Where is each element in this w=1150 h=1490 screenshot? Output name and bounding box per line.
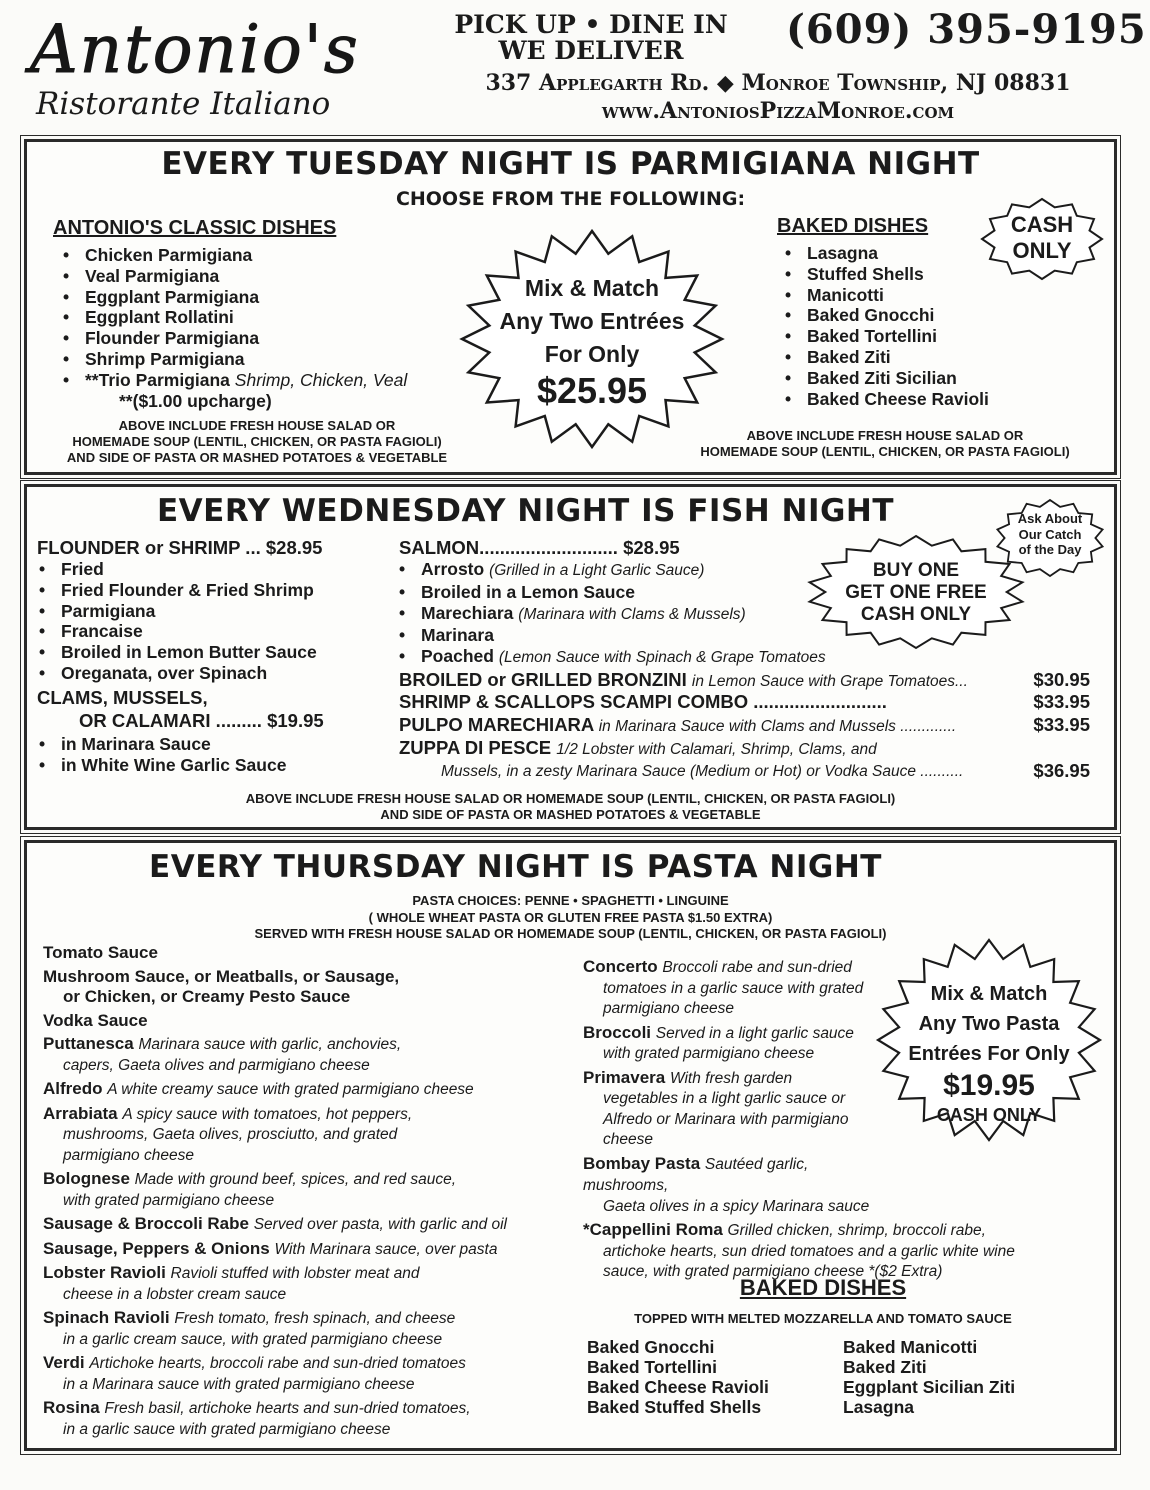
note-line: ABOVE INCLUDE FRESH HOUSE SALAD OR [746,428,1024,443]
pasta-name: Puttanesca [43,1034,134,1053]
pasta-name: Concerto [583,957,658,976]
clams-heading-2: OR CALAMARI ......... $19.95 [79,710,324,731]
burst-line: For Only [544,341,640,367]
pasta-name: Alfredo [43,1079,103,1098]
pasta-name: Vodka Sauce [43,1010,148,1030]
salmon-item-name: Broiled in a Lemon Sauce [421,581,635,602]
burst-line: Mix & Match [930,983,1048,1005]
thursday-title: EVERY THURSDAY NIGHT IS PASTA NIGHT [149,849,882,885]
wednesday-panel [24,484,1117,830]
pasta-baked-sub: TOPPED WITH MELTED MOZZARELLA AND TOMATO SAUCE [634,1311,1012,1326]
list-item [43,967,553,1008]
list-item [43,1353,553,1395]
bogo-line: BUY ONE [872,560,960,581]
list-item: Eggplant Sicilian Ziti [843,1377,1016,1397]
classic-note [37,418,477,466]
pasta-desc: Grilled chicken, shrimp, broccoli rabe, [727,1222,986,1239]
bronzini-row [399,669,968,692]
list-item [43,1239,553,1261]
list-item: • Lasagna [785,243,989,264]
pasta-more: mushrooms, Gaeta olives, prosciutto, and grated parmigiano cheese [63,1126,398,1164]
clams-list [39,734,286,776]
pasta-more: with grated parmigiano cheese [63,1191,275,1209]
list-item: • Fried [39,559,317,580]
list-item: • Shrimp Parmigiana [63,349,407,370]
list-item [399,625,826,646]
services-line-2: WE DELIVER [498,36,684,65]
logo-name: Antonio's [30,11,360,88]
clams-heading-1: CLAMS, MUSSELS, [37,687,208,708]
list-item [43,943,553,964]
list-item: • in White Wine Garlic Sauce [39,755,286,776]
zuppa-desc-1: 1/2 Lobster with Calamari, Shrimp, Clams, and [556,741,877,758]
classic-heading: ANTONIO'S CLASSIC DISHES [53,217,337,239]
burst-line: Mix & Match [524,275,660,301]
burst-cash: CASH ONLY [936,1105,1042,1125]
list-item: • Baked Ziti Sicilian [785,368,989,389]
catch-line: Ask About [1017,511,1083,526]
mix-match-text [459,272,725,411]
salmon-item-desc: (Lemon Sauce with Spinach & Grape Tomatoes [498,649,826,667]
address-block [458,69,1098,125]
scampi-name: SHRIMP & SCALLOPS SCAMPI COMBO .......................... [399,691,887,712]
tuesday-subtitle: CHOOSE FROM THE FOLLOWING: [395,188,746,210]
note-line: HOMEMADE SOUP (LENTIL, CHICKEN, OR PASTA FAGIOLI) [72,434,442,449]
trio-name: **Trio Parmigiana [85,369,230,390]
pasta-extra: ( WHOLE WHEAT PASTA OR GLUTEN FREE PASTA $1.50 EXTRA) [368,909,773,925]
tuesday-title: EVERY TUESDAY NIGHT IS PARMIGIANA NIGHT [161,146,980,182]
burst-line: Any Two Entrées [499,308,685,334]
pasta-desc: With fresh garden [669,1069,793,1087]
list-item: • Baked Gnocchi [785,305,989,326]
burst-line: Entrées For Only [908,1043,1070,1065]
list-item [43,1308,553,1350]
website: www.AntoniosPizzaMonroe.com [601,98,955,124]
pasta-name: Lobster Ravioli [43,1263,166,1282]
catch-line: Our Catch [1018,526,1082,542]
pasta-name: Mushroom Sauce, or Meatballs, or Sausage, [43,966,400,986]
pasta-baked-left [587,1337,769,1417]
pasta-more: cheese in a lobster cream sauce [63,1285,287,1303]
pulpo-row [399,714,956,737]
list-item [583,1023,883,1065]
pasta-desc: Served in a light garlic sauce [655,1024,854,1042]
note-line: AND SIDE OF PASTA OR MASHED POTATOES & VEGETABLE [66,450,448,465]
pasta-desc: Made with ground beef, spices, and red sauce, [134,1171,457,1188]
pasta-desc: With Marinara sauce, over pasta [274,1240,498,1258]
pasta-name: Bombay Pasta [583,1153,701,1173]
note-line: AND SIDE OF PASTA OR MASHED POTATOES & VEGETABLE [380,807,761,822]
bogo-line: CASH ONLY [860,604,972,625]
thursday-info [27,893,1114,943]
pasta-desc: Broccoli rabe and sun-dried [662,959,852,976]
list-item: • in Marinara Sauce [39,734,286,755]
tuesday-panel [24,139,1117,475]
list-item: Baked Ziti [843,1357,927,1377]
list-item: Baked Tortellini [587,1357,717,1377]
cash-line: CASH [1010,212,1074,237]
list-item: • Manicotti [785,285,989,306]
list-item: • Fried Flounder & Fried Shrimp [39,580,317,601]
list-item: Lasagna [843,1397,914,1417]
list-item: Baked Cheese Ravioli [587,1377,769,1397]
zuppa-price: $36.95 [1033,760,1090,781]
pasta-desc: Fresh basil, artichoke hearts and sun-dried tomatoes, [104,1400,471,1417]
pasta-more: in a Marinara sauce with grated parmigiano cheese [63,1375,415,1393]
note-line: ABOVE INCLUDE FRESH HOUSE SALAD OR HOMEMADE SOUP (LENTIL, CHICKEN, OR PASTA FAGIOLI) [245,791,896,806]
list-item [583,1154,883,1218]
list-item: Baked Manicotti [843,1337,978,1357]
pasta-name: Verdi [43,1353,85,1372]
bronzini-desc: in Lemon Sauce with Grape Tomatoes... [691,673,968,690]
pasta-name: Primavera [583,1067,666,1087]
phone-number: (609) 395-9195 [786,6,1147,53]
pasta-name: *Cappellini Roma [583,1220,723,1239]
note-line: ABOVE INCLUDE FRESH HOUSE SALAD OR [118,418,396,433]
burst-line: Any Two Pasta [918,1013,1060,1035]
list-item: • Eggplant Rollatini [63,307,407,328]
list-item: • Baked Ziti [785,347,989,368]
list-item [583,1068,883,1151]
pasta-more: tomatoes in a garlic sauce with grated parmigiano cheese [603,979,864,1017]
list-item: Baked Stuffed Shells [587,1397,762,1417]
address: 337 Applegarth Rd. ◆ Monroe Township, NJ 08831 [485,70,1071,96]
pasta-baked-right [843,1337,1015,1417]
pulpo-desc: in Marinara Sauce with Clams and Mussels ............. [598,718,957,735]
services-line-1: PICK UP • DINE IN [454,10,728,39]
pasta-desc: Ravioli stuffed with lobster meat and [170,1265,420,1282]
list-item [43,1169,553,1211]
salmon-item-desc: (Grilled in a Light Garlic Sauce) [489,562,705,579]
classic-list [63,245,407,391]
pasta-name: Sausage & Broccoli Rabe [43,1214,249,1233]
pasta-name: Spinach Ravioli [43,1308,170,1327]
salmon-heading: SALMON........................... $28.95 [399,537,680,558]
list-item [43,1104,553,1167]
pasta-more: artichoke hearts, sun dried tomatoes and a garlic white wine sauce, with grated parmigiano cheese *($2 Extra) [603,1242,1015,1280]
pasta-more: Gaeta olives in a spicy Marinara sauce [603,1197,870,1215]
burst-price: $19.95 [943,1069,1035,1102]
pulpo-price: $33.95 [1033,714,1090,735]
pasta-served: SERVED WITH FRESH HOUSE SALAD OR HOMEMADE SOUP (LENTIL, CHICKEN, OR PASTA FAGIOLI) [254,926,887,941]
catch-text [993,511,1107,558]
list-item [63,370,407,391]
burst-price: $25.95 [536,370,648,411]
list-item [399,582,826,603]
cash-only-text [979,212,1105,264]
pasta-desc: Marinara sauce with garlic, anchovies, [138,1036,402,1053]
zuppa-row [399,737,877,760]
pasta-more: with grated parmigiano cheese [603,1045,815,1062]
zuppa-desc-2: Mussels, in a zesty Marinara Sauce (Medium or Hot) or Vodka Sauce .......... [441,763,964,780]
pasta-more: in a garlic cream sauce, with grated parmigiano cheese [63,1330,443,1348]
salmon-item-name: Arrosto [421,559,485,579]
salmon-item-name: Poached [421,646,494,667]
list-item [43,1011,553,1032]
flounder-list [39,559,317,684]
zuppa-name: ZUPPA DI PESCE [399,737,552,758]
logo-subtitle: Ristorante Italiano [36,86,331,122]
restaurant-logo [30,11,430,122]
list-item [43,1034,553,1076]
pasta-desc: Served over pasta, with garlic and oil [253,1216,508,1233]
pulpo-name: PULPO MARECHIARA [399,714,594,735]
list-item [583,1220,1023,1283]
pasta-mix-match-text [875,979,1103,1127]
pasta-more: vegetables in a light garlic sauce or Alfredo or Marinara with parmigiano cheese [603,1090,849,1148]
pasta-left-list [43,943,553,1443]
cash-line: ONLY [1012,238,1072,263]
list-item: • Parmigiana [39,601,317,622]
services [446,12,736,64]
list-item [43,1263,553,1305]
scampi-price: $33.95 [1033,691,1090,712]
flounder-heading: FLOUNDER or SHRIMP ... $28.95 [37,537,323,558]
wednesday-title: EVERY WEDNESDAY NIGHT IS FISH NIGHT [156,493,895,529]
list-item [43,1214,553,1236]
list-item [399,603,826,626]
pasta-desc: Artichoke hearts, broccoli rabe and sun-dried tomatoes [89,1355,466,1372]
pasta-more: or Chicken, or Creamy Pesto Sauce [63,987,351,1006]
salmon-list [399,559,826,669]
pasta-name: Sausage, Peppers & Onions [43,1238,270,1258]
pasta-name: Arrabiata [43,1103,118,1123]
list-item: • Baked Tortellini [785,326,989,347]
baked-heading: BAKED DISHES [777,215,929,237]
catch-line: of the Day [1018,542,1082,557]
pasta-name: Broccoli [583,1022,652,1042]
pasta-name: Rosina [43,1398,100,1417]
salmon-item-name: Marinara [421,625,494,646]
list-item: • Chicken Parmigiana [63,245,407,266]
thursday-panel [24,840,1117,1451]
list-item: • Broiled in Lemon Butter Sauce [39,642,317,663]
zuppa-row-2 [441,760,963,782]
list-item [43,1398,553,1440]
salmon-item-desc: (Marinara with Clams & Mussels) [518,605,746,623]
list-item: • Flounder Parmigiana [63,328,407,349]
list-item [43,1079,553,1101]
trio-desc: Shrimp, Chicken, Veal [234,369,408,390]
pasta-desc: A spicy sauce with tomatoes, hot peppers, [122,1105,413,1123]
pasta-baked-heading: BAKED DISHES [739,1275,907,1300]
pasta-desc: Fresh tomato, fresh spinach, and cheese [174,1310,456,1327]
list-item: • Eggplant Parmigiana [63,287,407,308]
list-item [399,646,826,669]
bronzini-price: $30.95 [1033,669,1090,690]
wednesday-note [27,791,1114,823]
pasta-name: Bolognese [43,1169,130,1188]
salmon-item-name: Marechiara [421,602,514,623]
baked-note [675,428,1095,460]
pasta-more: capers, Gaeta olives and parmigiano cheese [63,1056,370,1074]
pasta-desc: A white creamy sauce with grated parmigiano cheese [107,1081,474,1098]
list-item: • Francaise [39,621,317,642]
list-item: • Oreganata, over Spinach [39,663,317,684]
bronzini-name: BROILED or GRILLED BRONZINI [399,669,687,690]
list-item [399,559,826,582]
note-line: HOMEMADE SOUP (LENTIL, CHICKEN, OR PASTA FAGIOLI) [700,444,1070,459]
list-item: • Veal Parmigiana [63,266,407,287]
pasta-desc: Sautéed garlic, mushrooms, [583,1155,809,1194]
pasta-more: in a garlic sauce with grated parmigiano cheese [63,1420,391,1438]
list-item [583,957,883,1020]
list-item: • Baked Cheese Ravioli [785,389,989,410]
baked-list [785,243,989,409]
list-item: Baked Gnocchi [587,1337,715,1357]
pasta-name: Tomato Sauce [43,943,158,962]
list-item: • Stuffed Shells [785,264,989,285]
pasta-choices: PASTA CHOICES: PENNE • SPAGHETTI • LINGUINE [412,893,729,908]
trio-upcharge: **($1.00 upcharge) [119,391,272,411]
bogo-line: GET ONE FREE [845,582,987,603]
